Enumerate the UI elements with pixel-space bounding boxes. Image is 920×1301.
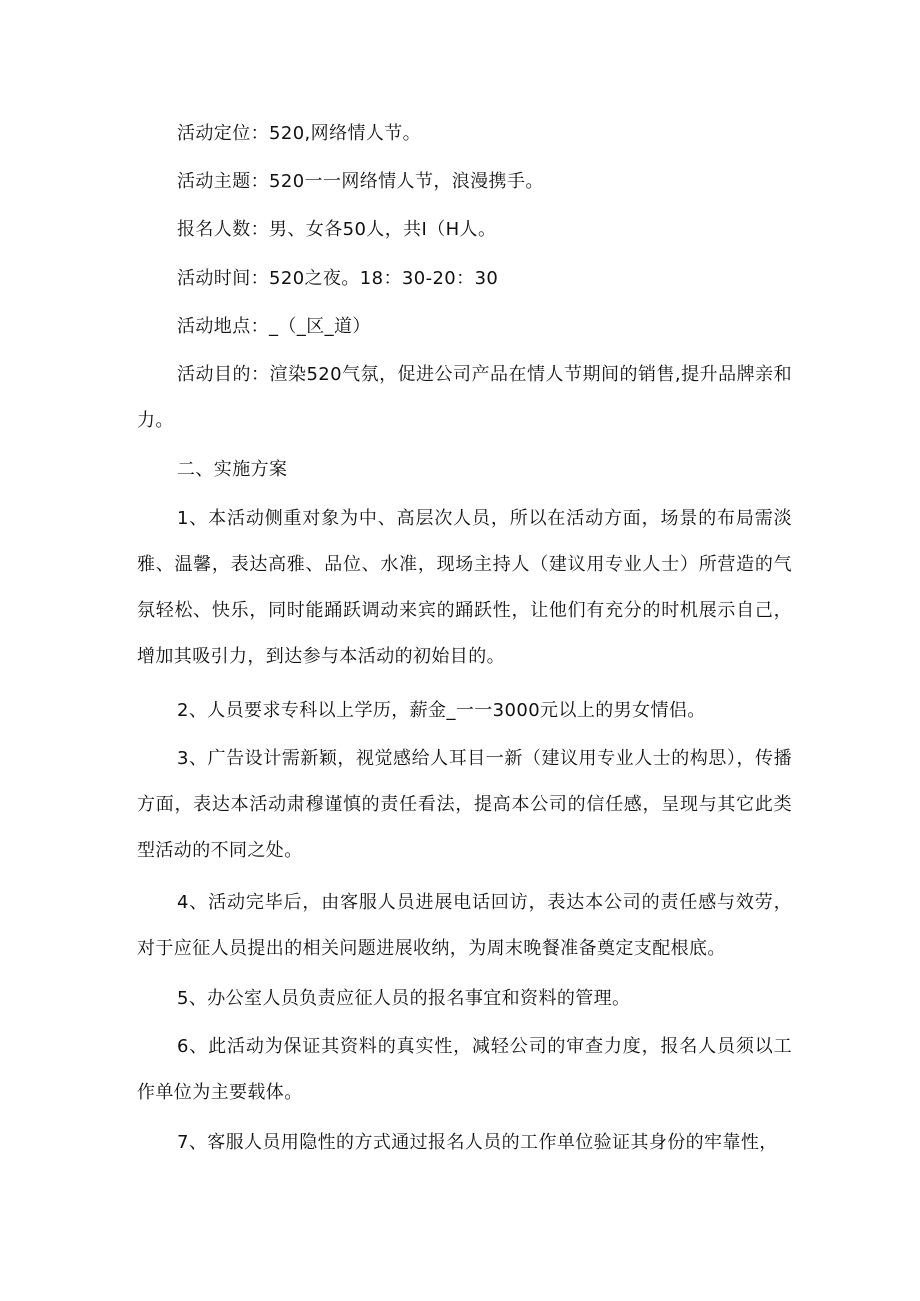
paragraph-item-3: 3、广告设计需新颖，视觉感给人耳目一新（建议用专业人士的构思），传播方面，表达本活动肃穆谨慎的责任看法，提高本公司的信任感，呈现与其它此类型活动的不同之处。 [137, 748, 792, 861]
paragraph-item-6: 6、此活动为保证其资料的真实性，减轻公司的审查力度，报名人员须以工作单位为主要载体。 [137, 1036, 792, 1103]
section-heading-implementation: 二、实施方案 [177, 459, 288, 480]
paragraph-item-4: 4、活动完毕后，由客服人员进展电话回访，表达本公司的责任感与效劳，对于应征人员提出的相关问题进展收纳，为周末晚餐准备奠定支配根底。 [137, 892, 792, 959]
paragraph-participants: 报名人数：男、女各50人，共I（H人。 [177, 219, 497, 240]
paragraph-item-5: 5、办公室人员负责应征人员的报名事宜和资料的管理。 [177, 988, 631, 1009]
paragraph-location: 活动地点：_（_区_道） [177, 316, 371, 337]
paragraph-purpose: 活动目的：渲染520气氛，促进公司产品在情人节期间的销售,提升品牌亲和力。 [137, 364, 792, 431]
paragraph-item-7: 7、客服人员用隐性的方式通过报名人员的工作单位验证其身份的牢靠性， [177, 1132, 778, 1153]
paragraph-item-1: 1、本活动侧重对象为中、高层次人员，所以在活动方面，场景的布局需淡雅、温馨，表达高雅、品位、水准，现场主持人（建议用专业人士）所营造的气氛轻松、快乐，同时能踊跃调动来宾的踊跃性，让他们有充分的时机展示自己，增加其吸引力，到达参与本活动的初始目的。 [137, 508, 792, 667]
paragraph-item-2: 2、人员要求专科以上学历，薪金_一一3000元以上的男女情侣。 [177, 700, 706, 721]
paragraph-theme: 活动主题：520一一网络情人节，浪漫携手。 [177, 171, 544, 192]
paragraph-positioning: 活动定位：520,网络情人节。 [177, 123, 422, 144]
paragraph-time: 活动时间：520之夜。18：30-20：30 [177, 268, 499, 289]
